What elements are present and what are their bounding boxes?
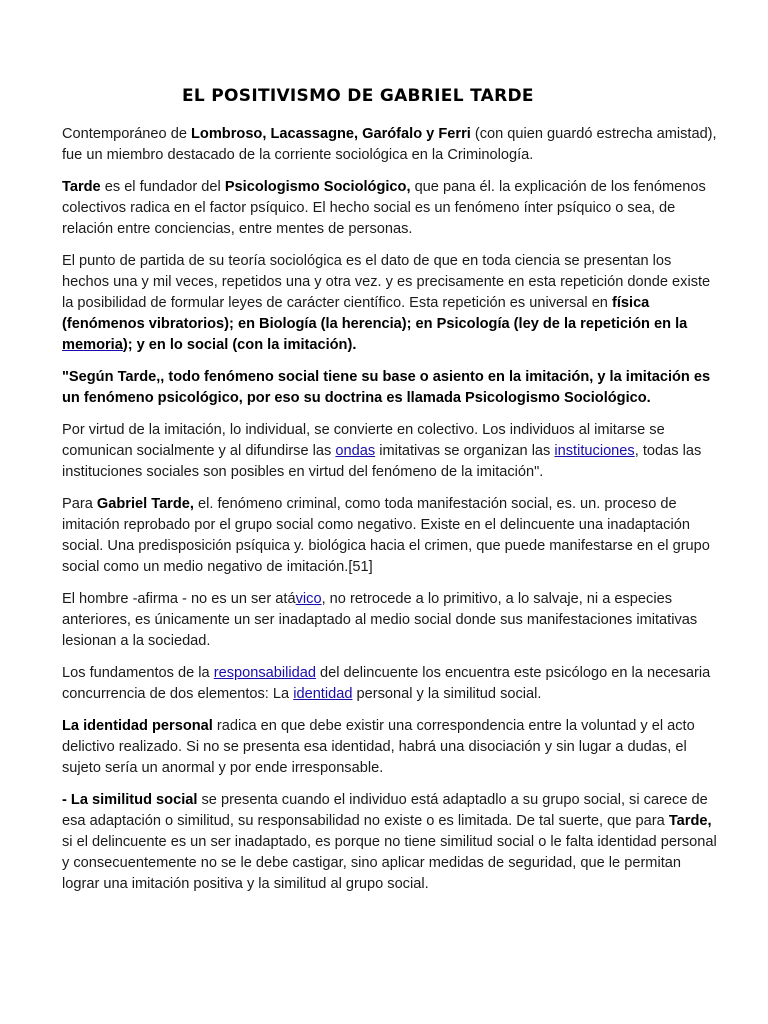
inline-link[interactable]: instituciones <box>554 443 635 459</box>
inline-link[interactable]: ondas <box>335 443 376 459</box>
paragraph <box>62 589 722 652</box>
bold-text: Lombroso, Lacassagne, Garófalo y Ferri <box>191 126 471 142</box>
text-run: radica en que debe existir una correspondencia entre la voluntad y el acto delictivo realizado. Si no se presenta esa identidad, habrá una disociación y sin lugar a dudas, el sujeto sería un anormal y por ende irresponsable. <box>62 718 695 776</box>
inline-link[interactable]: identidad <box>293 686 353 702</box>
bold-text: Tarde <box>62 179 101 195</box>
text-run: , no retrocede a lo primitivo, a lo salvaje, ni a especies anteriores, es únicamente un ser inadaptado al medio social donde sus manifestaciones imitativas lesionan a la sociedad. <box>62 591 698 649</box>
inline-link[interactable]: memoria <box>62 337 123 353</box>
text-run: imitativas se organizan las <box>375 443 555 459</box>
inline-link[interactable]: vico <box>295 591 322 607</box>
text-run: Contemporáneo de <box>62 126 191 142</box>
text-run: Por virtud de la imitación, lo individual, se convierte en colectivo. Los individuos al imitarse se comunican socialmente y al difundirse las <box>62 422 665 459</box>
text-run: (con quien guardó estrecha amistad), fue un miembro destacado de la corriente sociológica en la Criminología. <box>62 126 717 163</box>
paragraph <box>62 420 722 483</box>
bold-text: física (fenómenos vibratorios); en Biología (la herencia); en Psicología (ley de la repetición en la <box>62 295 688 332</box>
text-run: del delincuente los encuentra este psicólogo en la necesaria concurrencia de dos elementos: La <box>62 665 711 702</box>
text-run: Para <box>62 496 97 512</box>
paragraph <box>62 124 722 166</box>
paragraph <box>62 663 722 705</box>
paragraph <box>62 177 722 240</box>
text-run: personal y la similitud social. <box>352 686 542 702</box>
bold-text: Psicologismo Sociológico, <box>224 179 411 195</box>
text-run: es el fundador del <box>100 179 225 195</box>
bold-text: Tarde, <box>668 813 712 829</box>
paragraph <box>62 251 722 356</box>
text-run: el. fenómeno criminal, como toda manifestación social, es. un. proceso de imitación reprobado por el grupo social como negativo. Existe en el delincuente una inadaptación social. Una predisposición psíquica y. biológica hacia el crimen, que puede manifestarse en el grupo social como un medio negativo de imitación.[51] <box>62 496 710 575</box>
inline-link[interactable]: responsabilidad <box>213 665 316 681</box>
text-run: que pana él. la explicación de los fenómenos colectivos radica en el factor psíquico. El hecho social es un fenómeno ínter psíquico o sea, de relación entre conciencias, entre mentes de personas. <box>62 179 706 237</box>
paragraph <box>62 716 722 779</box>
bold-text: ); y en lo social (con la imitación). <box>122 337 357 353</box>
bold-text: Gabriel Tarde, <box>96 496 194 512</box>
page-title: EL POSITIVISMO DE GABRIEL TARDE <box>182 86 534 106</box>
text-run: , todas las instituciones sociales son posibles en virtud del fenómeno de la imitación". <box>62 443 702 480</box>
text-run: si el delincuente es un ser inadaptado, es porque no tiene similitud social o le falta identidad personal y consecuentemente no se le debe castigar, sino aplicar medidas de seguridad, que le permitan lograr una imitación positiva y la similitud al grupo social. <box>62 834 717 892</box>
text-run: se presenta cuando el individuo está adaptadlo a su grupo social, si carece de esa adaptación o similitud, su responsabilidad no existe o es limitada. De tal suerte, que para <box>62 792 708 829</box>
bold-text: La identidad personal <box>62 718 213 734</box>
text-run: El hombre -afirma - no es un ser atá <box>62 591 296 607</box>
paragraph <box>62 367 722 409</box>
text-run: Los fundamentos de la <box>62 665 214 681</box>
bold-text: "Según Tarde,, todo fenómeno social tiene su base o asiento en la imitación, y la imitación es un fenómeno psicológico, por eso su doctrina es llamada Psicologismo Sociológico. <box>62 369 711 406</box>
paragraph <box>62 790 722 895</box>
paragraph <box>62 494 722 578</box>
text-run: El punto de partida de su teoría sociológica es el dato de que en toda ciencia se presentan los hechos una y mil veces, repetidos una y otra vez. y es precisamente en esta repetición donde existe la posibilidad de formular leyes de carácter científico. Esta repetición es universal en <box>62 253 711 311</box>
document-body <box>62 124 722 906</box>
bold-text: - La similitud social <box>62 792 198 808</box>
